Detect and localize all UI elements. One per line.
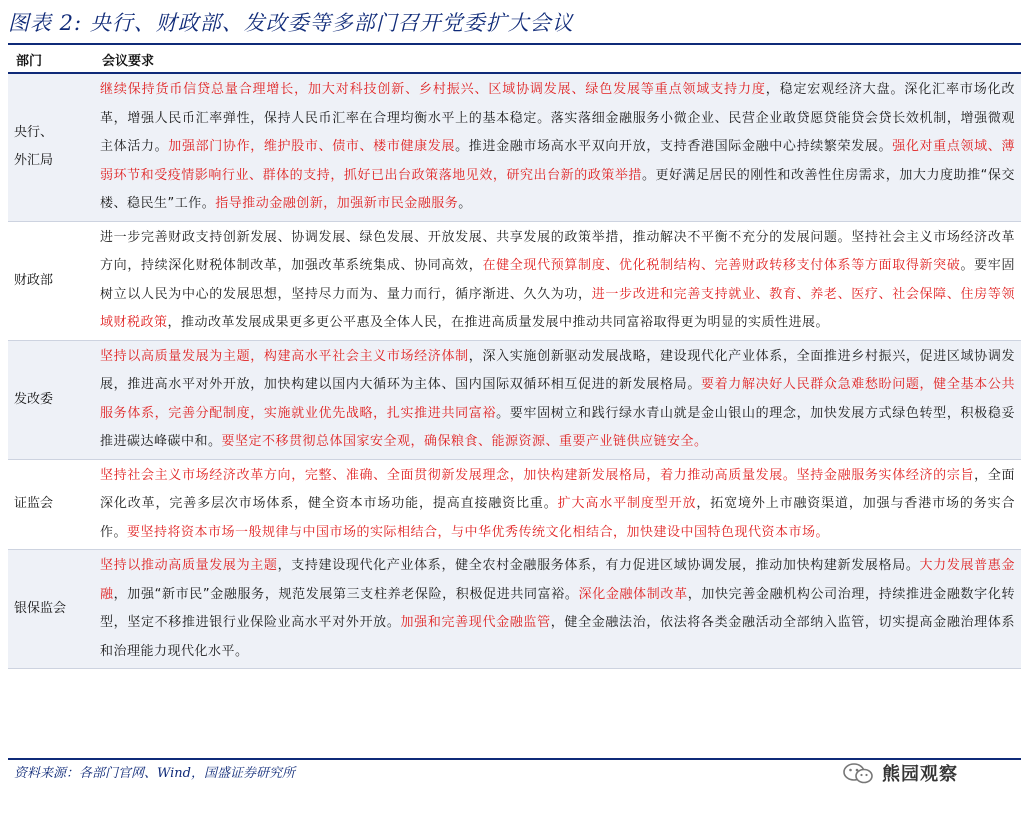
highlighted-text: 进一步改进和完善支持就业、教育、养老、医疗、社会保障、住房等领域财税政策 (100, 286, 1015, 330)
highlighted-text: 要着力解决好人民群众急难愁盼问题，健全基本公共服务体系，完善分配制度，实施就业优先战略，扎实推进共同富裕 (100, 377, 1015, 421)
requirements-cell (94, 550, 1021, 669)
body-text: ，健全金融法治，依法将各类金融活动全部纳入监管，切实提高金融治理体系和治理能力现代化水平。 (100, 615, 1015, 659)
body-text: 。更好满足居民的刚性和改善性住房需求，加大力度助推“保交楼、稳民生”工作。 (100, 167, 1015, 211)
body-text: ，加快完善金融机构公司治理，持续推进金融数字化转型，坚定不移推进银行业保险业高水平对外开放。 (100, 586, 1015, 630)
requirements-cell (94, 459, 1021, 550)
highlighted-text: 指导推动金融创新，加强新市民金融服务 (215, 196, 459, 211)
highlighted-text: 加强部门协作，维护股市、债市、楼市健康发展 (168, 139, 456, 154)
wechat-icon (840, 761, 876, 785)
body-text: ，推动改革发展成果更多更公平惠及全体人民，在推进高质量发展中推动共同富裕取得更为明显的实质性进展。 (167, 315, 830, 330)
highlighted-text: 深化金融体制改革 (578, 586, 688, 602)
highlighted-text: 要坚定不移贯彻总体国家安全观，确保粮食、能源资源、重要产业链供应链安全。 (221, 434, 708, 449)
table-row (8, 221, 1021, 340)
highlighted-text: 加强和完善现代金融监管 (400, 615, 551, 630)
highlighted-text: 要坚持将资本市场一般规律与中国市场的实际相结合，与中华优秀传统文化相结合，加快建设中国特色现代资本市场。 (127, 524, 830, 540)
header-dept: 部门 (8, 46, 94, 73)
body-text: 。要牢固树立以人民为中心的发展思想，坚持尽力而为、量力而行，循序渐进、久久为功， (100, 258, 1015, 302)
body-text: 。推进金融市场高水平双向开放，支持香港国际金融中心持续繁荣发展。 (455, 139, 893, 154)
highlighted-text: 坚持以推动高质量发展为主题 (100, 558, 278, 573)
table-row (8, 340, 1021, 459)
table-row (8, 73, 1021, 221)
highlighted-text: 坚持以高质量发展为主题，构建高水平社会主义市场经济体制 (100, 348, 469, 364)
watermark-text: 熊园观察 (882, 764, 958, 785)
requirements-cell (94, 221, 1021, 340)
body-text: ，加强“新市民”金融服务，规范发展第三支柱养老保险，积极促进共同富裕。 (113, 586, 579, 602)
body-text: 进一步完善财政支持创新发展、协调发展、绿色发展、开放发展、共享发展的政策举措，推动解决不平衡不充分的发展问题。坚持社会主义市场经济改革方向，持续深化财税体制改革，加强改革系统集成、协同高效， (100, 229, 1015, 273)
highlighted-text: 在健全现代预算制度、优化税制结构、完善财政转移支付体系等方面取得新突破 (482, 258, 961, 273)
dept-cell: 证监会 (8, 459, 94, 550)
highlighted-text: 强化对重点领域、薄弱环节和受疫情影响行业、群体的支持，抓好已出台政策落地见效，研究出台新的政策举措 (100, 139, 1015, 183)
dept-cell: 财政部 (8, 221, 94, 340)
highlighted-text: 继续保持货币信贷总量合理增长，加大对科技创新、乡村振兴、区域协调发展、绿色发展等重点领域支持力度 (100, 82, 766, 97)
source-note: 资料来源：各部门官网、Wind，国盛证券研究所 (14, 766, 295, 781)
highlighted-text: 坚持社会主义市场经济改革方向，完整、准确、全面贯彻新发展理念，加快构建新发展格局，着力推动高质量发展。坚持金融服务实体经济的宗旨 (100, 467, 975, 483)
figure-title: 图表 2: 央行、财政部、发改委等多部门召开党委扩大会议 (8, 11, 574, 35)
table-header-row (8, 46, 1021, 73)
body-text: ，全面深化改革，完善多层次市场体系，健全资本市场功能，提高直接融资比重。 (100, 467, 1015, 511)
body-text: ，稳定宏观经济大盘。深化汇率市场化改革，增强人民币汇率弹性，保持人民币汇率在合理均衡水平上的基本稳定。落实落细金融服务小微企业、民营企业敢贷愿贷能贷会贷长效机制，增强微观主体活力。 (100, 82, 1015, 154)
body-text: 。要牢固树立和践行绿水青山就是金山银山的理念，加快发展方式绿色转型，积极稳妥推进碳达峰碳中和。 (100, 405, 1015, 449)
table-row (8, 459, 1021, 550)
requirements-cell (94, 73, 1021, 221)
dept-cell: 央行、 外汇局 (8, 73, 94, 221)
body-text: 。 (458, 196, 472, 211)
header-requirements: 会议要求 (94, 46, 1021, 73)
body-text: ，深入实施创新驱动发展战略，建设现代化产业体系，全面推进乡村振兴，促进区域协调发展，推进高水平对外开放，加快构建以国内大循环为主体、国内国际双循环相互促进的新发展格局。 (100, 348, 1015, 392)
requirements-cell (94, 340, 1021, 459)
highlighted-text: 扩大高水平制度型开放 (557, 496, 697, 511)
dept-cell: 发改委 (8, 340, 94, 459)
highlighted-text: 大力发展普惠金融 (100, 558, 1015, 602)
watermark (840, 758, 958, 788)
meeting-table (8, 46, 1021, 669)
body-text: ，支持建设现代化产业体系，健全农村金融服务体系，有力促进区域协调发展，推动加快构建新发展格局。 (277, 558, 920, 573)
body-text: ，拓宽境外上市融资渠道，加强与香港市场的务实合作。 (100, 496, 1015, 540)
table-row (8, 550, 1021, 669)
dept-cell: 银保监会 (8, 550, 94, 669)
title-rule (8, 43, 1021, 45)
